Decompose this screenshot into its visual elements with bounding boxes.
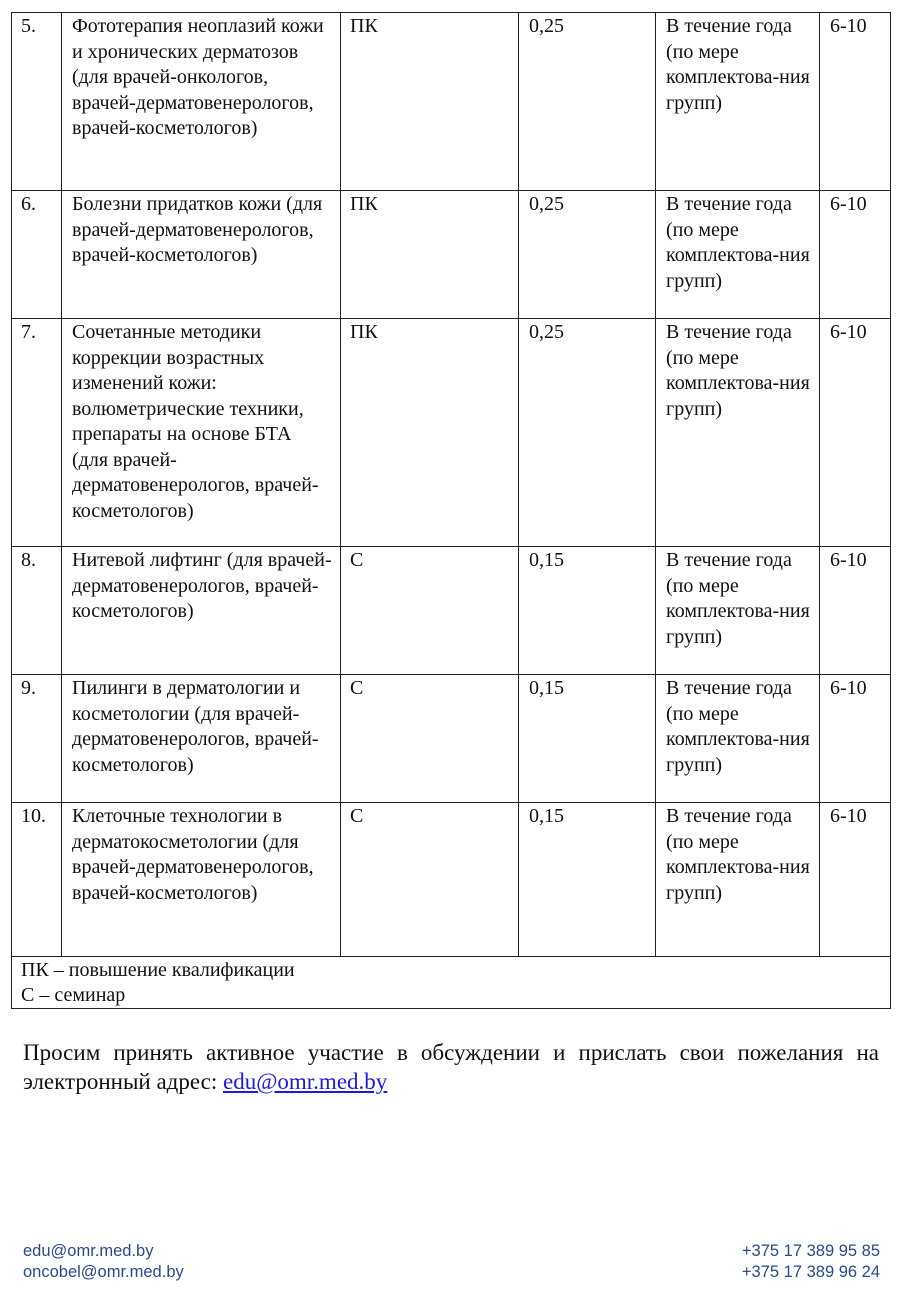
- legend-line-pk: ПК – повышение квалификации: [21, 959, 295, 981]
- course-type: С: [341, 675, 519, 803]
- courses-table: [11, 12, 891, 1009]
- group-size: 6-10: [820, 319, 891, 547]
- course-name: Сочетанные методики коррекции возрастных изменений кожи: волюметрические техники, препараты на основе БТА (для врачей-дерматовенерологов, врачей-косметологов): [62, 319, 341, 547]
- footer-email-oncobel[interactable]: oncobel@omr.med.by: [23, 1263, 184, 1281]
- course-type: ПК: [341, 191, 519, 319]
- course-type: ПК: [341, 13, 519, 191]
- table-row: [12, 13, 891, 191]
- row-number: 10.: [12, 803, 62, 957]
- table-row: [12, 319, 891, 547]
- course-term: В течение года (по мере комплектова-ния групп): [656, 13, 820, 191]
- course-hours: 0,15: [519, 675, 656, 803]
- group-size: 6-10: [820, 803, 891, 957]
- course-type: С: [341, 547, 519, 675]
- footer-phone-2[interactable]: +375 17 389 96 24: [741, 1263, 880, 1281]
- course-term: В течение года (по мере комплектова-ния групп): [656, 803, 820, 957]
- legend-cell: [12, 957, 891, 1009]
- row-number: 8.: [12, 547, 62, 675]
- request-paragraph: [23, 1038, 879, 1096]
- course-term: В течение года (по мере комплектова-ния групп): [656, 547, 820, 675]
- table-row: [12, 675, 891, 803]
- course-hours: 0,25: [519, 191, 656, 319]
- footer-email-edu[interactable]: edu@omr.med.by: [23, 1242, 154, 1260]
- course-term: В течение года (по мере комплектова-ния групп): [656, 319, 820, 547]
- course-hours: 0,25: [519, 319, 656, 547]
- legend-row: [12, 957, 891, 1009]
- legend-line-s: С – семинар: [21, 984, 126, 1006]
- course-name: Болезни придатков кожи (для врачей-дерматовенерологов, врачей-косметологов): [62, 191, 341, 319]
- group-size: 6-10: [820, 675, 891, 803]
- course-hours: 0,15: [519, 803, 656, 957]
- course-type: ПК: [341, 319, 519, 547]
- course-type: С: [341, 803, 519, 957]
- group-size: 6-10: [820, 13, 891, 191]
- email-link[interactable]: edu@omr.med.by: [223, 1069, 388, 1094]
- course-hours: 0,25: [519, 13, 656, 191]
- course-hours: 0,15: [519, 547, 656, 675]
- course-name: Нитевой лифтинг (для врачей-дерматовенерологов, врачей-косметологов): [62, 547, 341, 675]
- course-term: В течение года (по мере комплектова-ния групп): [656, 675, 820, 803]
- table-row: [12, 191, 891, 319]
- table-row: [12, 803, 891, 957]
- group-size: 6-10: [820, 547, 891, 675]
- group-size: 6-10: [820, 191, 891, 319]
- row-number: 9.: [12, 675, 62, 803]
- course-name: Пилинги в дерматологии и косметологии (для врачей-дерматовенерологов, врачей-косметологов): [62, 675, 341, 803]
- row-number: 5.: [12, 13, 62, 191]
- footer-phone-1[interactable]: +375 17 389 95 85: [741, 1242, 880, 1260]
- row-number: 7.: [12, 319, 62, 547]
- row-number: 6.: [12, 191, 62, 319]
- request-text: Просим принять активное участие в обсуждении и прислать свои пожелания на электронный адрес:: [23, 1040, 879, 1094]
- footer-phones: [742, 1241, 880, 1283]
- footer-emails: [23, 1241, 184, 1283]
- table-row: [12, 547, 891, 675]
- course-term: В течение года (по мере комплектова-ния групп): [656, 191, 820, 319]
- course-name: Фототерапия неоплазий кожи и хронических дерматозов (для врачей-онкологов, врачей-дерматовенерологов, врачей-косметологов): [62, 13, 341, 191]
- course-name: Клеточные технологии в дерматокосметологии (для врачей-дерматовенерологов, врачей-косметологов): [62, 803, 341, 957]
